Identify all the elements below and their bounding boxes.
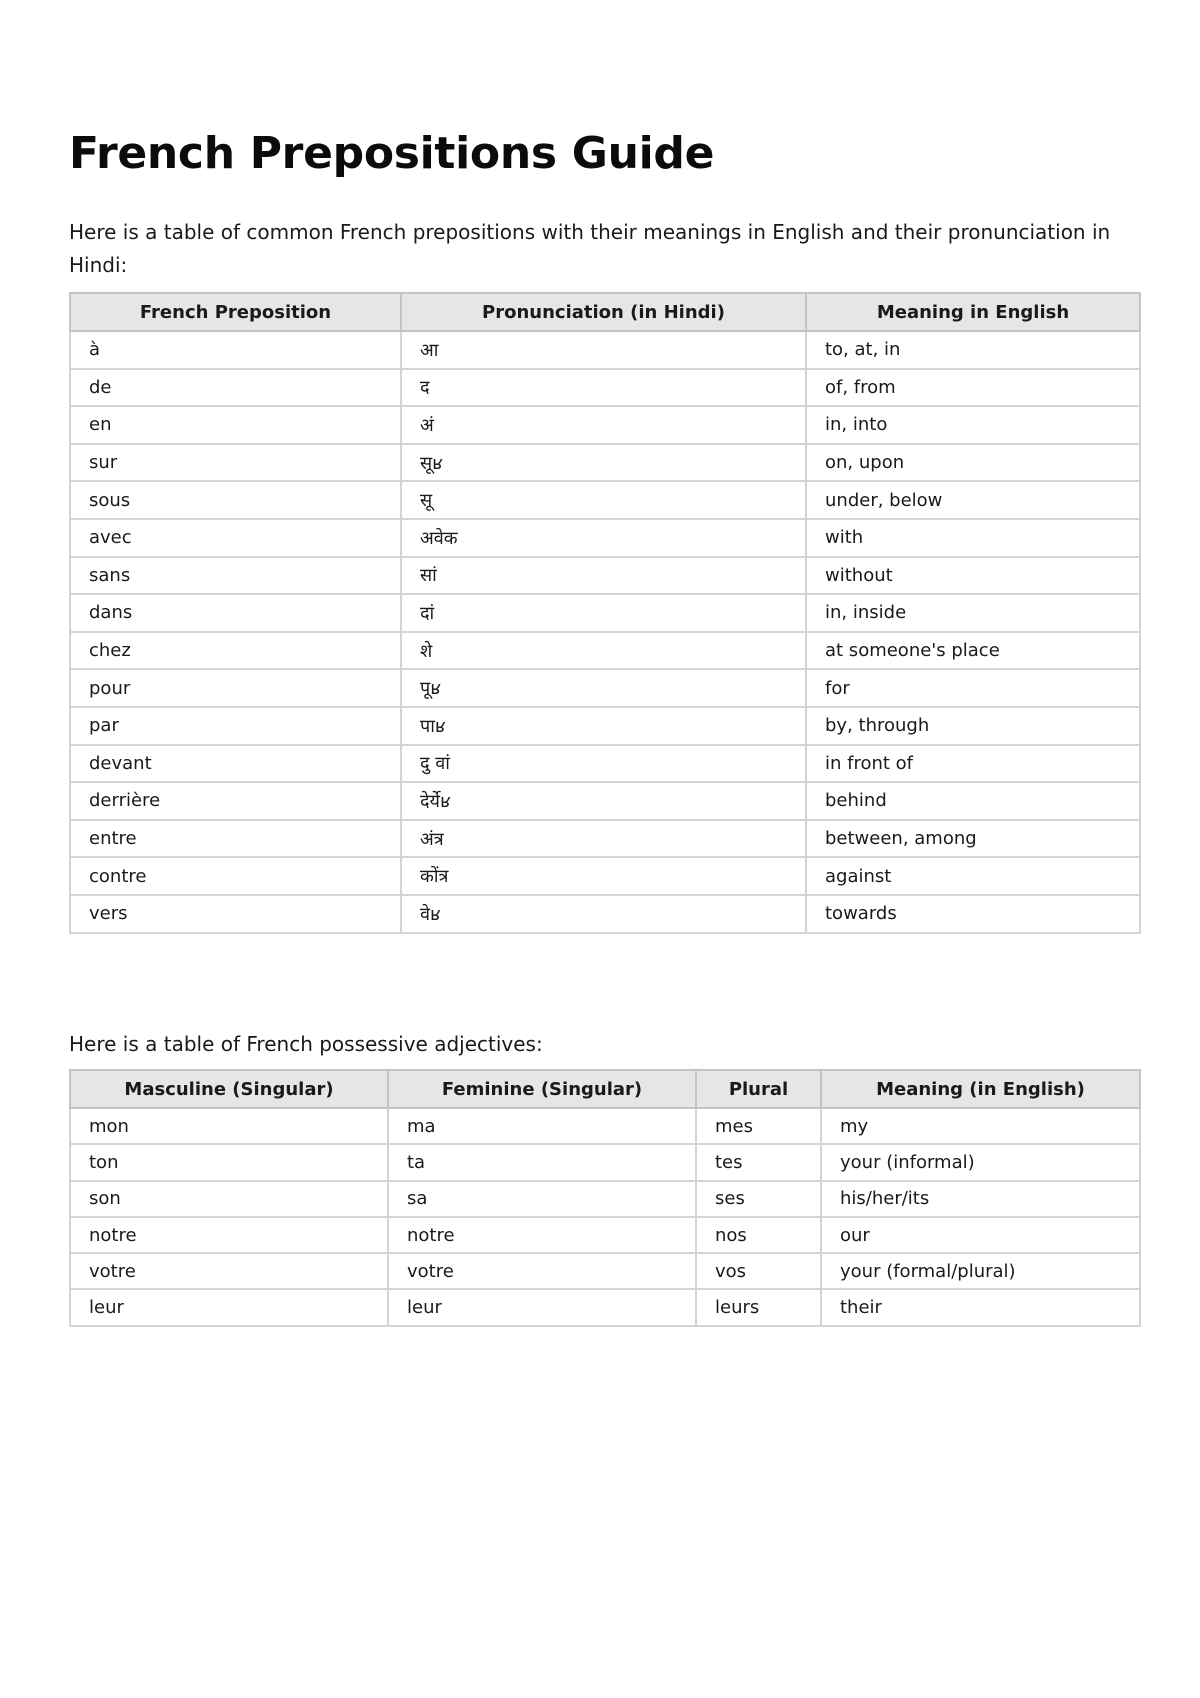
table-cell: in, into [806, 406, 1140, 444]
table-cell: contre [70, 857, 401, 895]
table-cell: by, through [806, 707, 1140, 745]
table-cell: to, at, in [806, 331, 1140, 369]
table-cell: ta [388, 1144, 696, 1180]
table-cell: आ [401, 331, 806, 369]
table-row [70, 369, 1140, 407]
table-cell: against [806, 857, 1140, 895]
table-row [70, 331, 1140, 369]
table-row [70, 594, 1140, 632]
table-cell: on, upon [806, 444, 1140, 482]
table-cell: de [70, 369, 401, 407]
table-cell: द [401, 369, 806, 407]
table-cell: ton [70, 1144, 388, 1180]
table-cell: chez [70, 632, 401, 670]
table-cell: वेʁ [401, 895, 806, 933]
table-cell: under, below [806, 481, 1140, 519]
table-cell: nos [696, 1217, 821, 1253]
column-header: Plural [696, 1070, 821, 1108]
table-cell: pour [70, 669, 401, 707]
table-cell: son [70, 1181, 388, 1217]
table-cell: mon [70, 1108, 388, 1144]
column-header: Feminine (Singular) [388, 1070, 696, 1108]
table-header-row [70, 293, 1140, 331]
table-row [70, 745, 1140, 783]
possessives-intro: Here is a table of French possessive adjectives: [69, 1032, 543, 1056]
table-cell: पूʁ [401, 669, 806, 707]
table-cell: our [821, 1217, 1140, 1253]
table-cell: avec [70, 519, 401, 557]
table-cell: their [821, 1289, 1140, 1325]
table-cell: दु वां [401, 745, 806, 783]
table-row [70, 1144, 1140, 1180]
table-cell: in front of [806, 745, 1140, 783]
table-cell: with [806, 519, 1140, 557]
table-row [70, 1253, 1140, 1289]
column-header: Masculine (Singular) [70, 1070, 388, 1108]
table-cell: your (informal) [821, 1144, 1140, 1180]
table-cell: his/her/its [821, 1181, 1140, 1217]
table-header-row [70, 1070, 1140, 1108]
table-cell: सू [401, 481, 806, 519]
table-cell: शे [401, 632, 806, 670]
table-cell: अं [401, 406, 806, 444]
table-cell: ma [388, 1108, 696, 1144]
page-title: French Prepositions Guide [69, 128, 715, 179]
table-cell: towards [806, 895, 1140, 933]
table-cell: कोंत्र [401, 857, 806, 895]
table-row [70, 857, 1140, 895]
table-cell: without [806, 557, 1140, 595]
table-cell: vos [696, 1253, 821, 1289]
table-cell: sous [70, 481, 401, 519]
table-cell: पाʁ [401, 707, 806, 745]
table-cell: अवेक [401, 519, 806, 557]
table-cell: devant [70, 745, 401, 783]
table-cell: between, among [806, 820, 1140, 858]
table-cell: दां [401, 594, 806, 632]
table-cell: सां [401, 557, 806, 595]
table-cell: dans [70, 594, 401, 632]
table-cell: my [821, 1108, 1140, 1144]
table-row [70, 444, 1140, 482]
table-row [70, 669, 1140, 707]
column-header: Meaning in English [806, 293, 1140, 331]
table-cell: en [70, 406, 401, 444]
table-row [70, 1108, 1140, 1144]
table-row [70, 557, 1140, 595]
table-cell: your (formal/plural) [821, 1253, 1140, 1289]
table-cell: tes [696, 1144, 821, 1180]
table-cell: votre [388, 1253, 696, 1289]
table-cell: at someone's place [806, 632, 1140, 670]
prepositions-table [69, 292, 1141, 934]
table-row [70, 1181, 1140, 1217]
table-row [70, 820, 1140, 858]
column-header: Pronunciation (in Hindi) [401, 293, 806, 331]
prepositions-intro: Here is a table of common French prepositions with their meanings in English and their pronunciation in Hindi: [69, 220, 1111, 277]
table-cell: सूʁ [401, 444, 806, 482]
table-row [70, 1217, 1140, 1253]
table-row [70, 707, 1140, 745]
table-cell: mes [696, 1108, 821, 1144]
table-cell: in, inside [806, 594, 1140, 632]
possessives-table [69, 1069, 1141, 1327]
table-cell: derrière [70, 782, 401, 820]
table-row [70, 782, 1140, 820]
table-cell: à [70, 331, 401, 369]
table-cell: notre [388, 1217, 696, 1253]
table-row [70, 632, 1140, 670]
table-cell: of, from [806, 369, 1140, 407]
column-header: Meaning (in English) [821, 1070, 1140, 1108]
table-cell: sur [70, 444, 401, 482]
column-header: French Preposition [70, 293, 401, 331]
table-cell: leur [70, 1289, 388, 1325]
table-row [70, 481, 1140, 519]
table-cell: अंत्र [401, 820, 806, 858]
table-cell: votre [70, 1253, 388, 1289]
table-cell: vers [70, 895, 401, 933]
table-cell: देर्येʁ [401, 782, 806, 820]
table-row [70, 1289, 1140, 1325]
table-row [70, 519, 1140, 557]
table-cell: entre [70, 820, 401, 858]
table-row [70, 895, 1140, 933]
table-cell: sa [388, 1181, 696, 1217]
table-cell: behind [806, 782, 1140, 820]
table-cell: leur [388, 1289, 696, 1325]
table-cell: notre [70, 1217, 388, 1253]
table-cell: par [70, 707, 401, 745]
table-cell: sans [70, 557, 401, 595]
table-cell: for [806, 669, 1140, 707]
table-row [70, 406, 1140, 444]
table-cell: leurs [696, 1289, 821, 1325]
table-cell: ses [696, 1181, 821, 1217]
